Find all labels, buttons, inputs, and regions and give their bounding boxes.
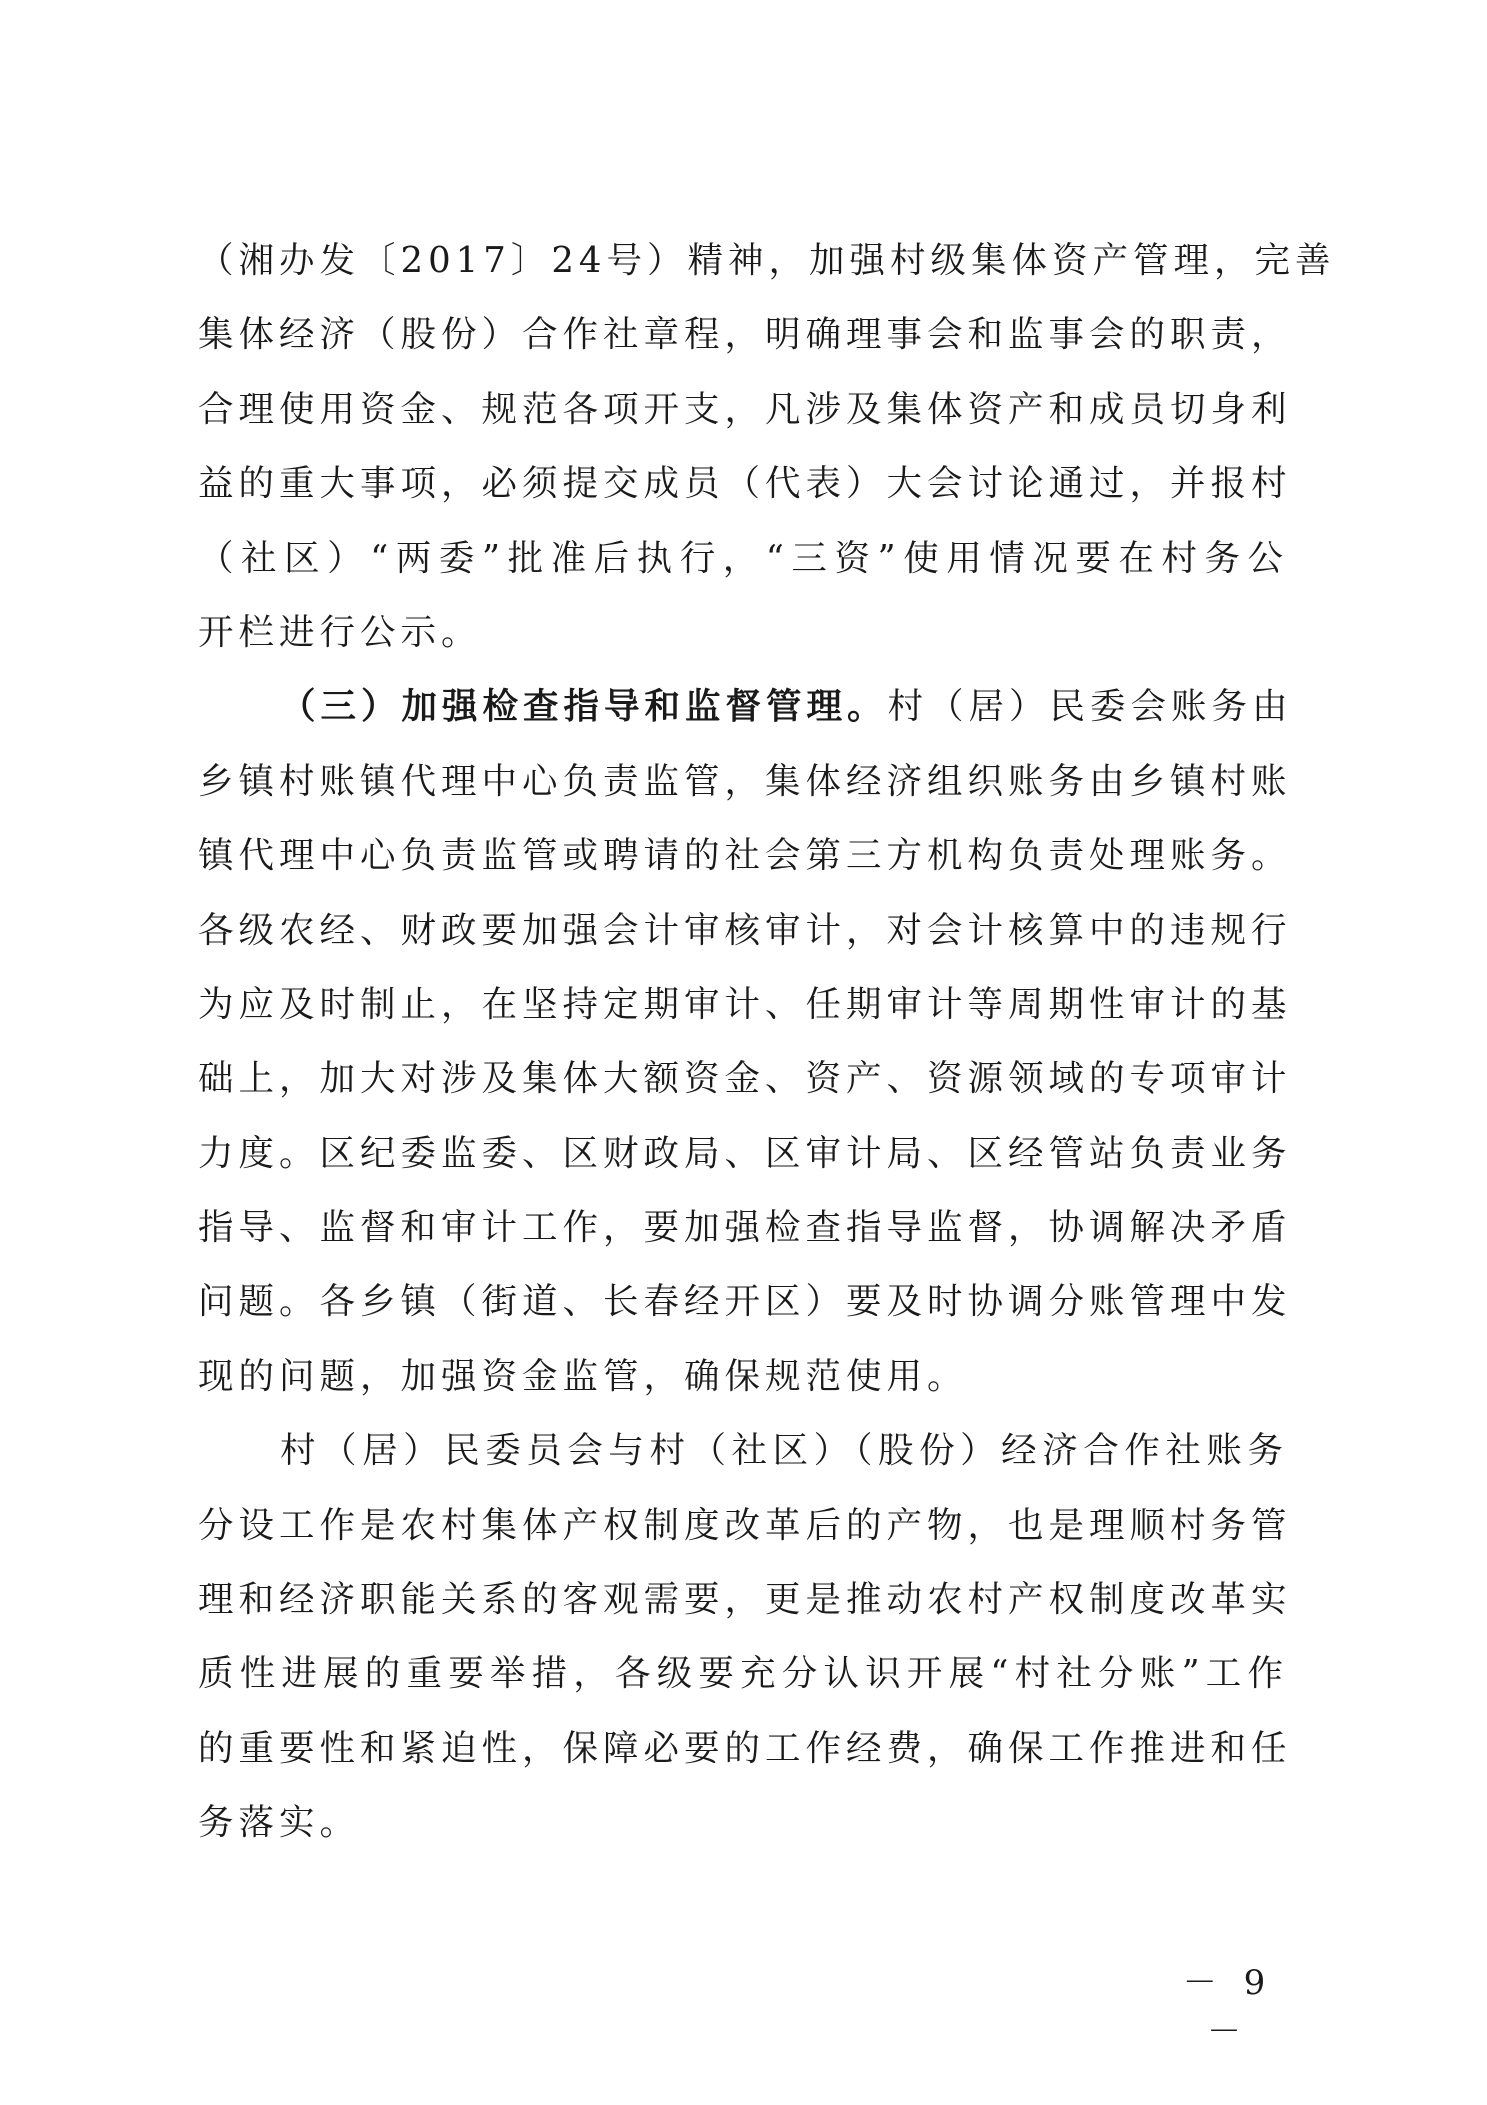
heading-line-text: 村（居）民委会账务由 (887, 686, 1293, 728)
text-line: 合理使用资金、规范各项开支，凡涉及集体资产和成员切身利 (198, 388, 1292, 430)
section-heading: （三）加强检查指导和监督管理。 (280, 686, 888, 728)
text-line: 的重要性和紧迫性，保障必要的工作经费，确保工作推进和任 (198, 1727, 1292, 1769)
text-line: 集体经济（股份）合作社章程，明确理事会和监事会的职责， (198, 314, 1292, 356)
text-line: 质性进展的重要举措，各级要充分认识开展“村社分账”工作 (198, 1653, 1288, 1695)
paragraph-3 (198, 1414, 1292, 1860)
text-line: 务落实。 (198, 1802, 361, 1844)
text-line: （湘办发〔2017〕24号）精神，加强村级集体资产管理，完善 (198, 240, 1336, 281)
text-line: 村（居）民委员会与村（社区）（股份）经济合作社账务 (280, 1430, 1288, 1472)
text-line: 各级农经、财政要加强会计审核审计，对会计核算中的违规行 (198, 909, 1292, 951)
text-line: 开栏进行公示。 (198, 611, 482, 653)
text-line: 为应及时制止，在坚持定期审计、任期审计等周期性审计的基 (198, 983, 1292, 1025)
text-line: 乡镇村账镇代理中心负责监管，集体经济组织账务由乡镇村账 (198, 760, 1292, 802)
text-line: （社区）“两委”批准后执行，“三资”使用情况要在村务公 (198, 537, 1288, 579)
text-line: 理和经济职能关系的客观需要，更是推动农村产权制度改革实 (198, 1579, 1292, 1621)
text-line: 益的重大事项，必须提交成员（代表）大会讨论通过，并报村 (198, 463, 1292, 505)
text-line: 镇代理中心负责监管或聘请的社会第三方机构负责处理账务。 (198, 835, 1292, 877)
text-line: 问题。各乡镇（街道、长春经开区）要及时协调分账管理中发 (198, 1281, 1292, 1323)
paragraph-2 (198, 670, 1293, 1414)
text-line: 力度。区纪委监委、区财政局、区审计局、区经管站负责业务 (198, 1132, 1292, 1174)
document-body (198, 224, 1336, 1861)
paragraph-1 (198, 224, 1336, 670)
text-line (198, 670, 1293, 744)
page-number: － 9 － (1182, 1963, 1274, 2052)
text-line: 现的问题，加强资金监管，确保规范使用。 (198, 1355, 968, 1397)
text-line: 指导、监督和审计工作，要加强检查指导监督，协调解决矛盾 (198, 1207, 1292, 1249)
text-line: 分设工作是农村集体产权制度改革后的产物，也是理顺村务管 (198, 1504, 1292, 1546)
text-line: 础上，加大对涉及集体大额资金、资产、资源领域的专项审计 (198, 1058, 1292, 1100)
